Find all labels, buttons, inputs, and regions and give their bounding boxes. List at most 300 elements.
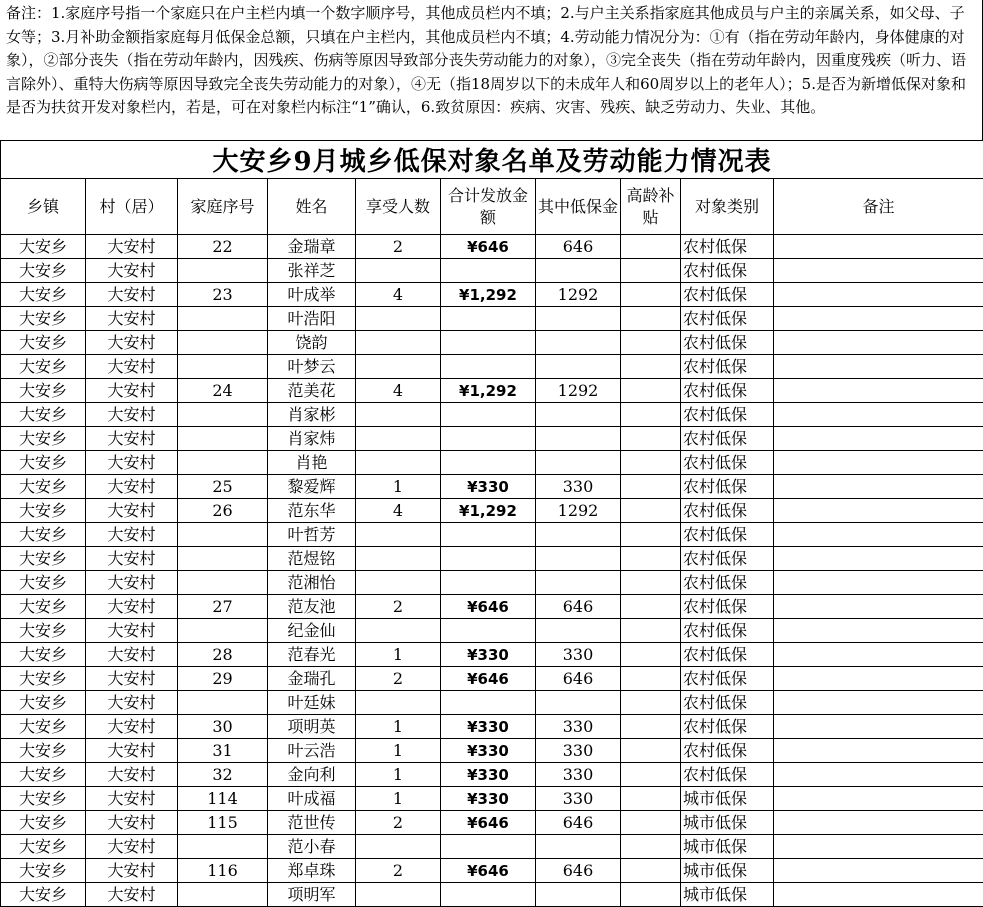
cell-persons bbox=[356, 619, 441, 643]
cell-name: 范东华 bbox=[268, 499, 356, 523]
cell-category: 农村低保 bbox=[681, 643, 774, 667]
cell-family-no bbox=[178, 427, 268, 451]
cell-total-amount: ¥1,292 bbox=[441, 283, 536, 307]
table-row bbox=[1, 835, 983, 859]
cell-remark bbox=[774, 859, 983, 883]
cell-family-no: 32 bbox=[178, 763, 268, 787]
cell-category: 农村低保 bbox=[681, 283, 774, 307]
cell-elderly-subsidy bbox=[621, 547, 681, 571]
cell-town: 大安乡 bbox=[1, 739, 86, 763]
cell-dibao-amount: 646 bbox=[536, 667, 621, 691]
cell-total-amount bbox=[441, 331, 536, 355]
cell-category: 农村低保 bbox=[681, 691, 774, 715]
cell-name: 项明军 bbox=[268, 883, 356, 907]
cell-remark bbox=[774, 547, 983, 571]
cell-dibao-amount bbox=[536, 547, 621, 571]
cell-elderly-subsidy bbox=[621, 595, 681, 619]
cell-dibao-amount bbox=[536, 835, 621, 859]
cell-total-amount bbox=[441, 403, 536, 427]
cell-dibao-amount: 1292 bbox=[536, 499, 621, 523]
cell-persons bbox=[356, 547, 441, 571]
cell-remark bbox=[774, 715, 983, 739]
cell-town: 大安乡 bbox=[1, 355, 86, 379]
cell-category: 农村低保 bbox=[681, 739, 774, 763]
cell-dibao-amount bbox=[536, 883, 621, 907]
cell-category: 城市低保 bbox=[681, 859, 774, 883]
table-row bbox=[1, 451, 983, 475]
table-row bbox=[1, 475, 983, 499]
table-row bbox=[1, 883, 983, 907]
cell-town: 大安乡 bbox=[1, 523, 86, 547]
table-row bbox=[1, 283, 983, 307]
cell-persons bbox=[356, 307, 441, 331]
cell-remark bbox=[774, 331, 983, 355]
cell-dibao-amount bbox=[536, 259, 621, 283]
cell-elderly-subsidy bbox=[621, 379, 681, 403]
cell-name: 叶云浩 bbox=[268, 739, 356, 763]
cell-category: 农村低保 bbox=[681, 259, 774, 283]
cell-village: 大安村 bbox=[86, 715, 178, 739]
cell-persons: 2 bbox=[356, 859, 441, 883]
cell-remark bbox=[774, 307, 983, 331]
cell-remark bbox=[774, 499, 983, 523]
cell-elderly-subsidy bbox=[621, 787, 681, 811]
cell-town: 大安乡 bbox=[1, 283, 86, 307]
cell-town: 大安乡 bbox=[1, 763, 86, 787]
table-row bbox=[1, 811, 983, 835]
cell-total-amount bbox=[441, 691, 536, 715]
cell-town: 大安乡 bbox=[1, 427, 86, 451]
table-row bbox=[1, 427, 983, 451]
table-row bbox=[1, 763, 983, 787]
cell-family-no bbox=[178, 331, 268, 355]
cell-name: 金瑞章 bbox=[268, 235, 356, 259]
cell-town: 大安乡 bbox=[1, 883, 86, 907]
cell-village: 大安村 bbox=[86, 283, 178, 307]
cell-dibao-amount: 646 bbox=[536, 859, 621, 883]
cell-family-no: 28 bbox=[178, 643, 268, 667]
cell-total-amount bbox=[441, 307, 536, 331]
cell-category: 城市低保 bbox=[681, 835, 774, 859]
table-row bbox=[1, 355, 983, 379]
cell-town: 大安乡 bbox=[1, 643, 86, 667]
cell-name: 项明英 bbox=[268, 715, 356, 739]
cell-total-amount bbox=[441, 835, 536, 859]
cell-name: 金瑞孔 bbox=[268, 667, 356, 691]
cell-dibao-amount bbox=[536, 427, 621, 451]
table-row bbox=[1, 643, 983, 667]
cell-village: 大安村 bbox=[86, 331, 178, 355]
cell-name: 饶韵 bbox=[268, 331, 356, 355]
cell-category: 农村低保 bbox=[681, 427, 774, 451]
cell-dibao-amount: 646 bbox=[536, 811, 621, 835]
cell-family-no bbox=[178, 451, 268, 475]
cell-town: 大安乡 bbox=[1, 619, 86, 643]
cell-category: 农村低保 bbox=[681, 571, 774, 595]
cell-elderly-subsidy bbox=[621, 811, 681, 835]
cell-name: 范煜铭 bbox=[268, 547, 356, 571]
cell-village: 大安村 bbox=[86, 595, 178, 619]
table-row bbox=[1, 571, 983, 595]
cell-name: 郑卓珠 bbox=[268, 859, 356, 883]
cell-remark bbox=[774, 811, 983, 835]
cell-town: 大安乡 bbox=[1, 811, 86, 835]
cell-category: 农村低保 bbox=[681, 475, 774, 499]
cell-family-no bbox=[178, 547, 268, 571]
cell-town: 大安乡 bbox=[1, 571, 86, 595]
cell-category: 农村低保 bbox=[681, 307, 774, 331]
cell-elderly-subsidy bbox=[621, 835, 681, 859]
table-row bbox=[1, 547, 983, 571]
cell-persons: 1 bbox=[356, 643, 441, 667]
table-row bbox=[1, 787, 983, 811]
cell-persons bbox=[356, 427, 441, 451]
cell-family-no: 24 bbox=[178, 379, 268, 403]
cell-persons bbox=[356, 331, 441, 355]
cell-category: 农村低保 bbox=[681, 379, 774, 403]
cell-total-amount bbox=[441, 427, 536, 451]
cell-dibao-amount bbox=[536, 451, 621, 475]
cell-total-amount: ¥330 bbox=[441, 739, 536, 763]
cell-dibao-amount: 330 bbox=[536, 715, 621, 739]
cell-remark bbox=[774, 883, 983, 907]
cell-town: 大安乡 bbox=[1, 259, 86, 283]
cell-family-no: 114 bbox=[178, 787, 268, 811]
cell-town: 大安乡 bbox=[1, 715, 86, 739]
cell-total-amount: ¥330 bbox=[441, 715, 536, 739]
cell-dibao-amount bbox=[536, 355, 621, 379]
cell-family-no: 115 bbox=[178, 811, 268, 835]
cell-remark bbox=[774, 427, 983, 451]
cell-persons bbox=[356, 883, 441, 907]
table-row bbox=[1, 739, 983, 763]
table-row bbox=[1, 499, 983, 523]
cell-village: 大安村 bbox=[86, 883, 178, 907]
cell-dibao-amount: 1292 bbox=[536, 379, 621, 403]
table-row bbox=[1, 667, 983, 691]
table-row bbox=[1, 331, 983, 355]
cell-family-no: 31 bbox=[178, 739, 268, 763]
cell-persons: 4 bbox=[356, 283, 441, 307]
cell-remark bbox=[774, 259, 983, 283]
cell-name: 金向利 bbox=[268, 763, 356, 787]
cell-village: 大安村 bbox=[86, 403, 178, 427]
cell-family-no bbox=[178, 355, 268, 379]
table-row bbox=[1, 403, 983, 427]
cell-dibao-amount: 330 bbox=[536, 643, 621, 667]
cell-town: 大安乡 bbox=[1, 859, 86, 883]
cell-persons: 4 bbox=[356, 379, 441, 403]
dibao-table bbox=[0, 140, 983, 907]
cell-village: 大安村 bbox=[86, 691, 178, 715]
cell-village: 大安村 bbox=[86, 235, 178, 259]
cell-family-no bbox=[178, 571, 268, 595]
cell-town: 大安乡 bbox=[1, 835, 86, 859]
cell-elderly-subsidy bbox=[621, 739, 681, 763]
cell-persons: 1 bbox=[356, 475, 441, 499]
cell-remark bbox=[774, 691, 983, 715]
cell-dibao-amount: 330 bbox=[536, 787, 621, 811]
cell-name: 黎爱辉 bbox=[268, 475, 356, 499]
cell-persons: 2 bbox=[356, 595, 441, 619]
cell-remark bbox=[774, 619, 983, 643]
cell-village: 大安村 bbox=[86, 523, 178, 547]
cell-village: 大安村 bbox=[86, 787, 178, 811]
cell-total-amount bbox=[441, 883, 536, 907]
cell-remark bbox=[774, 571, 983, 595]
cell-town: 大安乡 bbox=[1, 787, 86, 811]
cell-family-no bbox=[178, 835, 268, 859]
cell-remark bbox=[774, 667, 983, 691]
cell-persons bbox=[356, 259, 441, 283]
cell-name: 范小春 bbox=[268, 835, 356, 859]
cell-elderly-subsidy bbox=[621, 859, 681, 883]
cell-elderly-subsidy bbox=[621, 355, 681, 379]
cell-elderly-subsidy bbox=[621, 427, 681, 451]
cell-name: 肖艳 bbox=[268, 451, 356, 475]
notes-text: 备注：1.家庭序号指一个家庭只在户主栏内填一个数字顺序号，其他成员栏内不填；2.与户主关系指家庭其他成员与户主的亲属关系，如父母、子女等；3.月补助金额指家庭每月低保金总额，只填在户主栏内，其他成员栏内不填；4.劳动能力情况分为：①有（指在劳动年龄内，身体健康的对象），②部分丧失（指在劳动年龄内，因残疾、伤病等原因导致部分丧失劳动能力的对象），③完全丧失（指在劳动年龄内，因重度残疾（听力、语言除外）、重特大伤病等原因导致完全丧失劳动能力的对象），④无（指18周岁以下的未成年人和60周岁以上的老年人）；5.是否为新增低保对象和是否为扶贫开发对象栏内，若是，可在对象栏内标注“1”确认，6.致贫原因：疾病、灾害、残疾、缺乏劳动力、失业、其他。 bbox=[0, 0, 983, 140]
cell-dibao-amount: 646 bbox=[536, 595, 621, 619]
header-dibao-amount: 其中低保金 bbox=[536, 179, 621, 235]
cell-family-no bbox=[178, 307, 268, 331]
cell-persons bbox=[356, 355, 441, 379]
cell-persons: 4 bbox=[356, 499, 441, 523]
cell-total-amount bbox=[441, 355, 536, 379]
cell-family-no: 25 bbox=[178, 475, 268, 499]
cell-dibao-amount: 330 bbox=[536, 739, 621, 763]
cell-name: 范世传 bbox=[268, 811, 356, 835]
cell-dibao-amount bbox=[536, 571, 621, 595]
cell-dibao-amount bbox=[536, 403, 621, 427]
cell-elderly-subsidy bbox=[621, 451, 681, 475]
cell-category: 农村低保 bbox=[681, 235, 774, 259]
cell-remark bbox=[774, 835, 983, 859]
cell-name: 范春光 bbox=[268, 643, 356, 667]
cell-total-amount: ¥1,292 bbox=[441, 499, 536, 523]
cell-dibao-amount bbox=[536, 307, 621, 331]
cell-persons bbox=[356, 451, 441, 475]
cell-category: 农村低保 bbox=[681, 499, 774, 523]
cell-family-no bbox=[178, 403, 268, 427]
cell-category: 农村低保 bbox=[681, 547, 774, 571]
cell-category: 城市低保 bbox=[681, 811, 774, 835]
cell-village: 大安村 bbox=[86, 667, 178, 691]
cell-town: 大安乡 bbox=[1, 235, 86, 259]
header-category: 对象类别 bbox=[681, 179, 774, 235]
cell-family-no bbox=[178, 883, 268, 907]
cell-town: 大安乡 bbox=[1, 379, 86, 403]
cell-total-amount: ¥330 bbox=[441, 763, 536, 787]
cell-dibao-amount bbox=[536, 691, 621, 715]
cell-category: 农村低保 bbox=[681, 451, 774, 475]
cell-category: 农村低保 bbox=[681, 403, 774, 427]
cell-elderly-subsidy bbox=[621, 307, 681, 331]
table-title: 大安乡9月城乡低保对象名单及劳动能力情况表 bbox=[1, 141, 983, 179]
cell-category: 农村低保 bbox=[681, 595, 774, 619]
cell-village: 大安村 bbox=[86, 427, 178, 451]
cell-village: 大安村 bbox=[86, 475, 178, 499]
cell-total-amount bbox=[441, 619, 536, 643]
cell-family-no bbox=[178, 523, 268, 547]
cell-remark bbox=[774, 787, 983, 811]
cell-category: 农村低保 bbox=[681, 619, 774, 643]
table-row bbox=[1, 307, 983, 331]
cell-remark bbox=[774, 643, 983, 667]
cell-persons: 1 bbox=[356, 739, 441, 763]
header-name: 姓名 bbox=[268, 179, 356, 235]
cell-remark bbox=[774, 283, 983, 307]
cell-total-amount: ¥646 bbox=[441, 667, 536, 691]
cell-town: 大安乡 bbox=[1, 547, 86, 571]
cell-village: 大安村 bbox=[86, 547, 178, 571]
cell-town: 大安乡 bbox=[1, 331, 86, 355]
cell-elderly-subsidy bbox=[621, 331, 681, 355]
table-row bbox=[1, 235, 983, 259]
cell-remark bbox=[774, 451, 983, 475]
table-row bbox=[1, 379, 983, 403]
cell-category: 农村低保 bbox=[681, 667, 774, 691]
cell-total-amount: ¥646 bbox=[441, 859, 536, 883]
cell-elderly-subsidy bbox=[621, 499, 681, 523]
cell-village: 大安村 bbox=[86, 259, 178, 283]
cell-category: 农村低保 bbox=[681, 763, 774, 787]
header-remark: 备注 bbox=[774, 179, 983, 235]
cell-village: 大安村 bbox=[86, 619, 178, 643]
cell-elderly-subsidy bbox=[621, 235, 681, 259]
cell-persons bbox=[356, 835, 441, 859]
table-row bbox=[1, 715, 983, 739]
cell-elderly-subsidy bbox=[621, 571, 681, 595]
header-total-amount: 合计发放金额 bbox=[441, 179, 536, 235]
cell-village: 大安村 bbox=[86, 811, 178, 835]
cell-elderly-subsidy bbox=[621, 403, 681, 427]
cell-family-no: 23 bbox=[178, 283, 268, 307]
cell-total-amount bbox=[441, 571, 536, 595]
cell-elderly-subsidy bbox=[621, 259, 681, 283]
cell-town: 大安乡 bbox=[1, 451, 86, 475]
cell-persons bbox=[356, 691, 441, 715]
cell-family-no: 22 bbox=[178, 235, 268, 259]
table-row bbox=[1, 619, 983, 643]
cell-remark bbox=[774, 379, 983, 403]
cell-name: 叶廷妹 bbox=[268, 691, 356, 715]
cell-elderly-subsidy bbox=[621, 283, 681, 307]
cell-remark bbox=[774, 235, 983, 259]
cell-remark bbox=[774, 595, 983, 619]
cell-name: 范湘怡 bbox=[268, 571, 356, 595]
cell-category: 农村低保 bbox=[681, 331, 774, 355]
cell-persons: 2 bbox=[356, 811, 441, 835]
cell-remark bbox=[774, 403, 983, 427]
cell-name: 范美花 bbox=[268, 379, 356, 403]
cell-village: 大安村 bbox=[86, 571, 178, 595]
cell-category: 农村低保 bbox=[681, 715, 774, 739]
cell-category: 城市低保 bbox=[681, 787, 774, 811]
header-family-no: 家庭序号 bbox=[178, 179, 268, 235]
cell-town: 大安乡 bbox=[1, 499, 86, 523]
cell-village: 大安村 bbox=[86, 499, 178, 523]
cell-village: 大安村 bbox=[86, 355, 178, 379]
cell-total-amount: ¥1,292 bbox=[441, 379, 536, 403]
cell-family-no: 30 bbox=[178, 715, 268, 739]
cell-village: 大安村 bbox=[86, 835, 178, 859]
cell-dibao-amount: 1292 bbox=[536, 283, 621, 307]
cell-elderly-subsidy bbox=[621, 523, 681, 547]
cell-family-no bbox=[178, 691, 268, 715]
cell-town: 大安乡 bbox=[1, 307, 86, 331]
cell-town: 大安乡 bbox=[1, 475, 86, 499]
cell-dibao-amount: 646 bbox=[536, 235, 621, 259]
cell-name: 叶成福 bbox=[268, 787, 356, 811]
cell-remark bbox=[774, 523, 983, 547]
header-persons: 享受人数 bbox=[356, 179, 441, 235]
cell-remark bbox=[774, 355, 983, 379]
cell-elderly-subsidy bbox=[621, 475, 681, 499]
cell-dibao-amount bbox=[536, 619, 621, 643]
cell-family-no: 27 bbox=[178, 595, 268, 619]
cell-persons: 1 bbox=[356, 787, 441, 811]
cell-total-amount: ¥330 bbox=[441, 643, 536, 667]
cell-total-amount: ¥646 bbox=[441, 595, 536, 619]
table-row bbox=[1, 859, 983, 883]
cell-category: 农村低保 bbox=[681, 355, 774, 379]
header-town: 乡镇 bbox=[1, 179, 86, 235]
cell-village: 大安村 bbox=[86, 763, 178, 787]
cell-family-no: 116 bbox=[178, 859, 268, 883]
cell-persons bbox=[356, 571, 441, 595]
cell-category: 城市低保 bbox=[681, 883, 774, 907]
cell-village: 大安村 bbox=[86, 859, 178, 883]
cell-total-amount bbox=[441, 451, 536, 475]
cell-total-amount: ¥646 bbox=[441, 811, 536, 835]
cell-total-amount: ¥330 bbox=[441, 787, 536, 811]
cell-town: 大安乡 bbox=[1, 595, 86, 619]
cell-elderly-subsidy bbox=[621, 763, 681, 787]
cell-persons: 1 bbox=[356, 763, 441, 787]
cell-remark bbox=[774, 763, 983, 787]
cell-total-amount bbox=[441, 259, 536, 283]
cell-category: 农村低保 bbox=[681, 523, 774, 547]
cell-name: 叶梦云 bbox=[268, 355, 356, 379]
table-row bbox=[1, 691, 983, 715]
cell-total-amount: ¥330 bbox=[441, 475, 536, 499]
cell-village: 大安村 bbox=[86, 451, 178, 475]
cell-village: 大安村 bbox=[86, 307, 178, 331]
cell-elderly-subsidy bbox=[621, 643, 681, 667]
cell-dibao-amount bbox=[536, 331, 621, 355]
table-row bbox=[1, 259, 983, 283]
cell-name: 叶浩阳 bbox=[268, 307, 356, 331]
cell-elderly-subsidy bbox=[621, 883, 681, 907]
cell-persons: 1 bbox=[356, 715, 441, 739]
cell-family-no: 26 bbox=[178, 499, 268, 523]
cell-persons bbox=[356, 523, 441, 547]
cell-total-amount: ¥646 bbox=[441, 235, 536, 259]
cell-name: 张祥芝 bbox=[268, 259, 356, 283]
cell-persons bbox=[356, 403, 441, 427]
cell-persons: 2 bbox=[356, 667, 441, 691]
cell-total-amount bbox=[441, 547, 536, 571]
cell-name: 纪金仙 bbox=[268, 619, 356, 643]
cell-name: 范友池 bbox=[268, 595, 356, 619]
cell-elderly-subsidy bbox=[621, 619, 681, 643]
cell-village: 大安村 bbox=[86, 643, 178, 667]
cell-remark bbox=[774, 739, 983, 763]
header-elderly-subsidy: 高龄补贴 bbox=[621, 179, 681, 235]
cell-name: 叶哲芳 bbox=[268, 523, 356, 547]
cell-name: 肖家炜 bbox=[268, 427, 356, 451]
cell-family-no bbox=[178, 259, 268, 283]
